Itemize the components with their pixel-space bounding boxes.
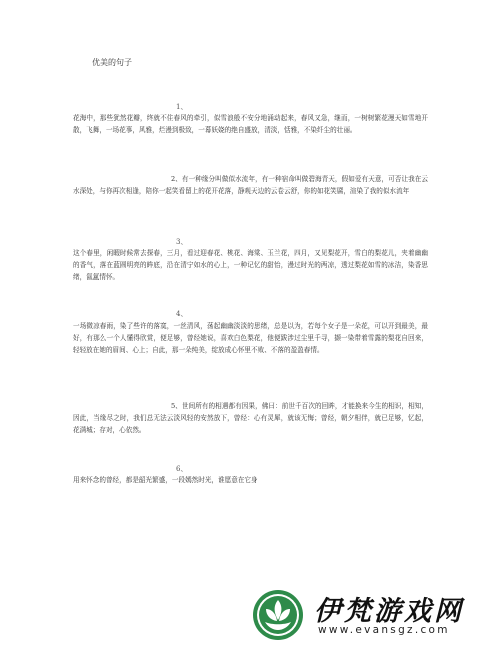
- section-text-3: [73, 247, 428, 284]
- section-text-4: [73, 320, 428, 357]
- section-number-3: 3、: [176, 238, 188, 246]
- site-name: 伊梵游戏网: [314, 596, 464, 627]
- site-url: www.evansgz.com: [318, 624, 450, 636]
- section-body-2: 有一种缘分叫做似水流年，有一种宿命叫做碧海青天，假如爱有天意，可否让我在云水深处，与你再次相逢，陪你一起笑看留上的花开花落，静观天边的云卷云舒，你的如花笑靥，渲染了我的似水流年: [73, 175, 429, 196]
- section-number-1: 1、: [176, 103, 188, 111]
- section-text-2: [73, 173, 428, 197]
- lotus-logo-icon: [252, 589, 304, 641]
- section-body-1: 花海中，那些犹然花瓣，终就不住春风的牵引，似雪浪般不安分地涌动起来，春风又急，继而，一树树繁花漫天如雪地开散，飞舞，一场花事，风雅，烂漫到极致，一幕妖娆的绝自盛放，清淡，恬雅，不染纤尘的壮丽。: [73, 114, 428, 135]
- section-number-6: 6、: [176, 465, 188, 473]
- document-title: 优美的句子: [92, 58, 132, 67]
- section-number-2: 2、: [171, 175, 182, 183]
- section-text-6: [73, 474, 428, 486]
- section-number-5: 5、: [171, 402, 182, 410]
- section-text-5: [73, 400, 428, 437]
- section-body-5: 世间所有的相遇都有因果，佛曰：前世千百次的回眸，才能换来今生的相识，相知，因此，当缘尽之时，我们总无法云淡风轻的安然放下，曾经：心有灵犀，就该无悔；曾经，朝夕相伴，就已足够，忆起，花满城；存对，心依然。: [73, 402, 429, 435]
- section-text-1: [73, 112, 428, 136]
- section-number-4: 4、: [176, 310, 188, 318]
- site-watermark: [252, 589, 492, 639]
- section-body-3: 这个春里，闲暇时候常去探春，三月，看过迎春花、桃花、海棠、玉兰花，四月，又见梨花开，雪白的梨花儿，夹着幽幽的香气，落在蓝圆明亮的眸底，沿在清宁如水的心上，一种记忆的甜怡，漫过时光的两凉，透过梨花如雪的冰洁，染香思绪，氤氲情怀。: [73, 249, 428, 282]
- section-body-4: 一场微凉春雨，染了些许的落寞，一丝清风，荡起幽幽淡淡的思绪，总是以为，若每个女子是一朵花，可以开到最美，最好，有那么一个人懂得欣赏，便足够，曾经她说，喜欢白色梨花，他便跋涉过尘里千寻，撷一染带着雪露的梨花自回来，轻轻放在她的眉间、心上；自此，那一朵纯美，绽放成心怀里不败、不落的盈盈春情。: [73, 322, 428, 355]
- section-body-6: 用来怀念的曾经，都是韶光繁盛，一段嫣然时光，谁愿意在它身: [73, 476, 258, 484]
